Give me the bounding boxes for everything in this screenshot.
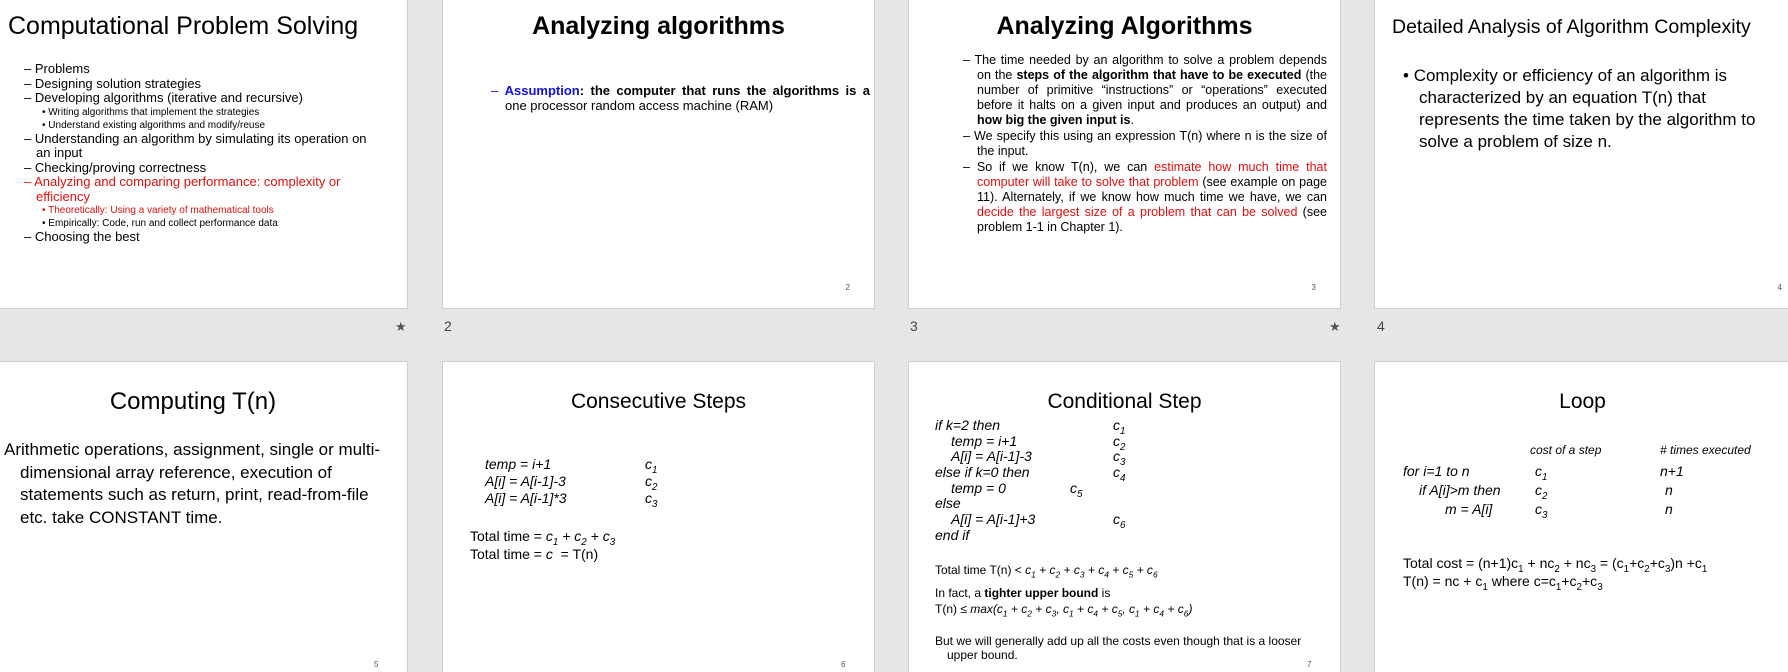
note-text: But we will generally add up all the costs even though that is a looser upper bound.: [935, 634, 1302, 662]
code-text: temp = i+1: [485, 456, 552, 472]
code-line: [935, 432, 1126, 453]
list-item: – Problems: [24, 61, 90, 76]
slide-title: Computing T(n): [109, 388, 277, 415]
tighter-bound-text: In fact, a tighter upper bound is: [935, 586, 1111, 600]
code-lines: [485, 456, 658, 510]
slide-7-thumbnail[interactable]: [909, 362, 1340, 672]
code-text: A[i] = A[i-1]*3: [485, 490, 567, 506]
slide-number-label: 3: [910, 318, 918, 334]
slide-title: Consecutive Steps: [570, 390, 747, 413]
slide-number-label: 2: [444, 318, 452, 334]
code-line: [935, 496, 1035, 512]
code-line: [935, 417, 1126, 437]
slide-8-thumbnail[interactable]: [1375, 362, 1788, 672]
bullet-text: • Complexity or efficiency of an algorithm is characterized by an equation T(n) that represents the time taken by the algorithm to solve a problem of size n.: [1403, 66, 1756, 151]
times-executed: n: [1665, 501, 1673, 517]
code-line: [935, 448, 1126, 469]
star-icon[interactable]: ★: [395, 319, 407, 334]
cost-symbol: $c_3$: [1535, 501, 1548, 521]
code-text: m = A[i]: [1445, 501, 1493, 517]
code-lines: [935, 417, 1126, 544]
code-text: else: [935, 495, 961, 512]
cost-header: cost of a step: [1530, 443, 1602, 457]
code-text: temp = 0: [951, 479, 1006, 496]
cost-symbol: $c_1$: [1113, 417, 1126, 437]
times-header: # times executed: [1660, 443, 1751, 457]
tn-expression: T(n) = nc + $c_1$ where $c=c_1+c_2+c_3$: [1403, 573, 1603, 593]
list-item: – Analyzing and comparing performance: complexity or efficiency: [24, 174, 341, 204]
cost-symbol: $c_2$: [1535, 482, 1548, 502]
slide-5-thumbnail[interactable]: [0, 362, 407, 672]
assumption-text: – Assumption: the computer that runs the algorithms is a one processor random access machine (RAM): [491, 83, 870, 113]
slide-number-label: 4: [1377, 318, 1385, 334]
list-item: • Theoretically: Using a variety of mathematical tools: [42, 205, 274, 216]
cost-symbol: $c_3$: [645, 490, 658, 510]
times-executed: n: [1665, 482, 1673, 498]
cost-symbol: $c_3$: [1113, 448, 1126, 469]
bound-expression: $T(n) \le \max(c_1 + c_2 + c_3$, $c_1 + c_4 + c_5$, $c_1 + c_4 + c_6$): [935, 602, 1193, 619]
code-line: [485, 490, 658, 510]
bullet-list: [24, 62, 384, 245]
bullet-list: – The time needed by an algorithm to solve a problem depends on the steps of the algorithm that have to be executed (the number of primitive “instructions” or “operations” executed before it halts on a given input and produces an output) and how big the given input is. – We specify this using an expression T(n) where n is the size of the input. – So if we know T(n), we can estimate how much time that computer will take to solve that problem (see example on page 11). Alternately, if we know how much time we have, we can decide the largest size of a problem that can be solved (see problem 1-1 in Chapter 1).: [963, 53, 1328, 234]
star-icon[interactable]: ★: [1329, 319, 1341, 334]
page-number: 5: [374, 660, 379, 669]
cost-symbol: $c_1$: [1535, 463, 1548, 483]
code-line: [935, 479, 1083, 500]
slide-title: Computational Problem Solving: [8, 12, 359, 40]
code-text: else if k=0 then: [935, 464, 1030, 481]
times-executed: n+1: [1660, 463, 1684, 479]
page-number: 7: [1307, 660, 1312, 669]
list-item: – Developing algorithms (iterative and recursive): [24, 90, 303, 105]
code-text: end if: [935, 526, 970, 543]
cost-symbol: $c_2$: [645, 473, 658, 493]
code-text: if k=2 then: [935, 417, 1000, 433]
slide-3-thumbnail[interactable]: [909, 0, 1340, 308]
code-text: for i=1 to n: [1403, 463, 1470, 479]
slide-1-thumbnail[interactable]: [0, 0, 407, 308]
slide-title: Analyzing Algorithms: [996, 12, 1253, 40]
assumption-label: Assumption: [504, 83, 580, 98]
slide-6-thumbnail[interactable]: [443, 362, 874, 672]
list-item: • Empirically: Code, run and collect performance data: [42, 218, 278, 229]
page-number: 3: [1311, 283, 1316, 292]
code-text: if A[i]>m then: [1419, 482, 1501, 498]
code-line: [935, 511, 1126, 531]
code-line: [485, 456, 658, 476]
total-time: Total time $T(n) < c_1 + c_2 + c_3 + c_4 + c_5 + c_6$: [935, 563, 1158, 580]
code-text: A[i] = A[i-1]+3: [951, 511, 1036, 528]
list-item: – Understanding an algorithm by simulating its operation on an input: [24, 130, 367, 160]
cost-symbol: $c_6$: [1113, 511, 1126, 531]
total-cost: Total $\cos t = (n+1)c_1 + nc_2 + nc_3 = (c_1+c_2+c_3)n +c_1$: [1403, 555, 1708, 575]
page-number: 2: [845, 283, 850, 292]
slide-title: Analyzing algorithms: [532, 12, 785, 40]
list-item: – Designing solution strategies: [24, 75, 202, 91]
list-item: • Understand existing algorithms and modify/reuse: [42, 119, 266, 131]
slide-title: Detailed Analysis of Algorithm Complexity: [1392, 16, 1751, 38]
list-item: • Writing algorithms that implement the strategies: [42, 106, 260, 118]
cost-symbol: $c_5$: [1070, 479, 1083, 500]
cost-symbol: $c_1$: [645, 456, 658, 476]
page-number: 4: [1777, 283, 1782, 292]
code-line: [485, 473, 658, 493]
slide-2-thumbnail[interactable]: [443, 0, 874, 308]
body-text: Arithmetic operations, assignment, single or multi-dimensional array reference, execution of statements such as return, print, read-from-file etc. take CONSTANT time.: [4, 440, 381, 527]
total-time-1: Total time = $c_1 + c_2 + c_3$: [470, 528, 616, 548]
slide-title: Loop: [1559, 390, 1606, 413]
cost-symbol: $c_4$: [1113, 464, 1126, 484]
page-number: 6: [841, 660, 846, 669]
code-text: A[i] = A[i-1]-3: [485, 473, 566, 489]
cost-symbol: $c_2$: [1113, 432, 1126, 453]
slide-4-thumbnail[interactable]: [1375, 0, 1788, 308]
list-item: – Choosing the best: [24, 229, 140, 244]
code-line: [935, 528, 1035, 544]
slide-title: Conditional Step: [1047, 390, 1202, 413]
list-item: – Checking/proving correctness: [24, 159, 207, 175]
code-text: A[i] = A[i-1]-3: [951, 448, 1032, 465]
total-time-2: Total time = c = T(n): [470, 546, 599, 562]
code-text: temp = i+1: [951, 432, 1018, 449]
code-line: [935, 464, 1126, 484]
